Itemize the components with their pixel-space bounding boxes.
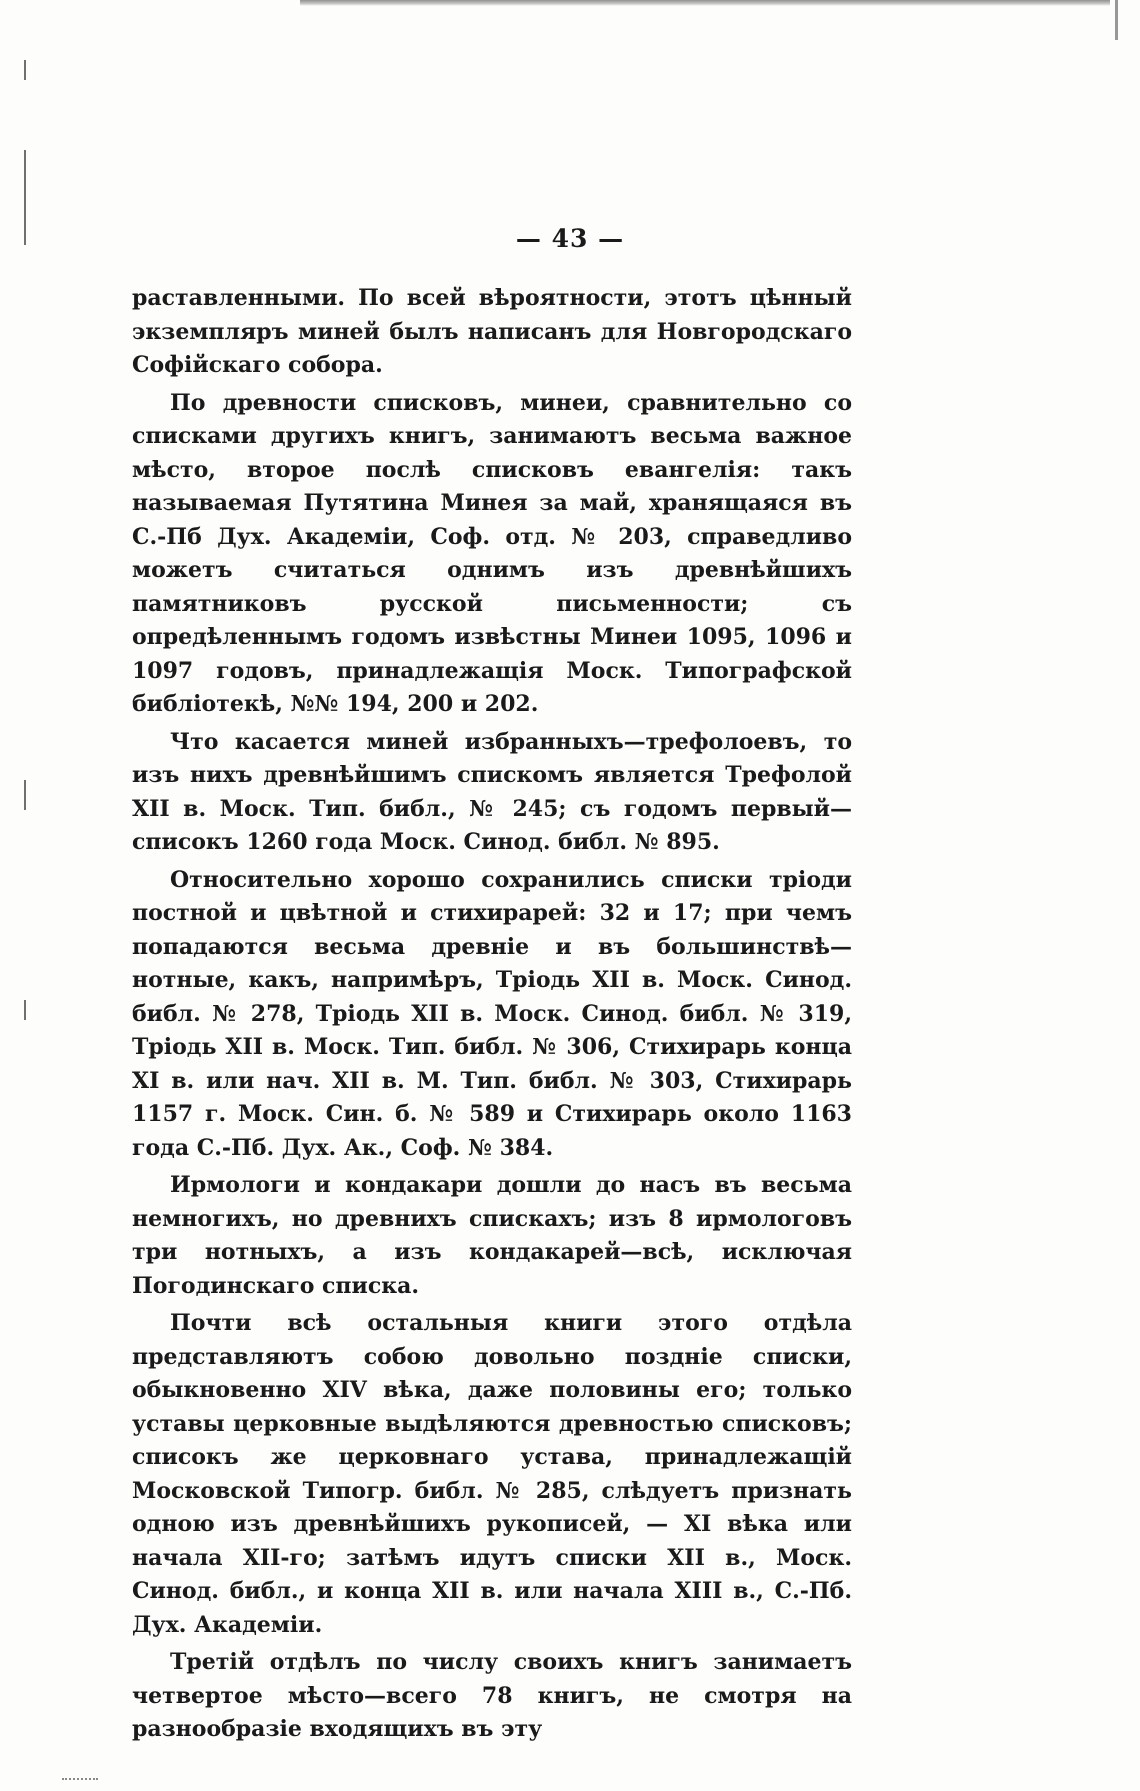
- paragraph: По древности списковъ, минеи, сравнительно со списками другихъ книгъ, занимаютъ весьма важное мѣсто, второе послѣ списковъ евангелія: такъ называемая Путятина Минея за май, хранящаяся въ С.-Пб Дух. Академіи, Соф. отд. № 203, справедливо можетъ считаться однимъ изъ древнѣйшихъ памятниковъ русской письменности; съ опредѣленнымъ годомъ извѣстны Минеи 1095, 1096 и 1097 годовъ, принадлежащія Моск. Типографской библіотекѣ, №№ 194, 200 и 202.: [132, 389, 852, 717]
- scan-top-edge-shadow: [300, 0, 1110, 6]
- scan-left-margin-mark: [24, 60, 26, 80]
- body-text: [132, 282, 852, 1751]
- scan-left-margin-mark: [24, 1000, 26, 1020]
- paragraph: Относительно хорошо сохранились списки тріоди постной и цвѣтной и стихирарей: 32 и 17; при чемъ попадаются весьма древніе и въ большинствѣ—нотные, какъ, напримѣръ, Тріодь XII в. Моск. Синод. библ. № 278, Тріодь XII в. Моск. Синод. библ. № 319, Тріодь XII в. Моск. Тип. библ. № 306, Стихирарь конца XI в. или нач. XII в. М. Тип. библ. № 303, Стихирарь 1157 г. Моск. Син. б. № 589 и Стихирарь около 1163 года С.-Пб. Дух. Ак., Соф. № 384.: [132, 866, 852, 1161]
- scan-right-edge-shadow: [1115, 0, 1118, 40]
- paragraph: Третій отдѣлъ по числу своихъ книгъ занимаетъ четвертое мѣсто—всего 78 книгъ, не смотря на разнообразіе входящихъ въ эту: [132, 1649, 852, 1742]
- page-number: — 43 —: [515, 224, 625, 253]
- paragraph: раставленными. По всей вѣроятности, этотъ цѣнный экземпляръ миней былъ написанъ для Новгородскаго Софійскаго собора.: [132, 285, 852, 378]
- paragraph: Ирмологи и кондакари дошли до насъ въ весьма немногихъ, но древнихъ спискахъ; изъ 8 ирмологовъ три нотныхъ, а изъ кондакарей—всѣ, исключая Погодинскаго списка.: [132, 1172, 852, 1299]
- scan-left-margin-mark: [24, 780, 26, 810]
- scan-bottom-noise: [62, 1778, 98, 1782]
- paragraph: Почти всѣ остальныя книги этого отдѣла представляютъ собою довольно поздніе списки, обыкновенно XIV вѣка, даже половины его; только уставы церковные выдѣляются древностью списковъ; списокъ же церковнаго устава, принадлежащій Московской Типогр. библ. № 285, слѣдуетъ признать одною изъ древнѣйшихъ рукописей, — XI вѣка или начала XII-го; затѣмъ идутъ списки XII в., Моск. Синод. библ., и конца XII в. или начала XIII в., С.-Пб. Дух. Академіи.: [132, 1310, 852, 1638]
- paragraph: Что касается миней избранныхъ—трефолоевъ, то изъ нихъ древнѣйшимъ спискомъ является Трефолой XII в. Моск. Тип. библ., № 245; съ годомъ первый—списокъ 1260 года Моск. Синод. библ. № 895.: [132, 728, 852, 855]
